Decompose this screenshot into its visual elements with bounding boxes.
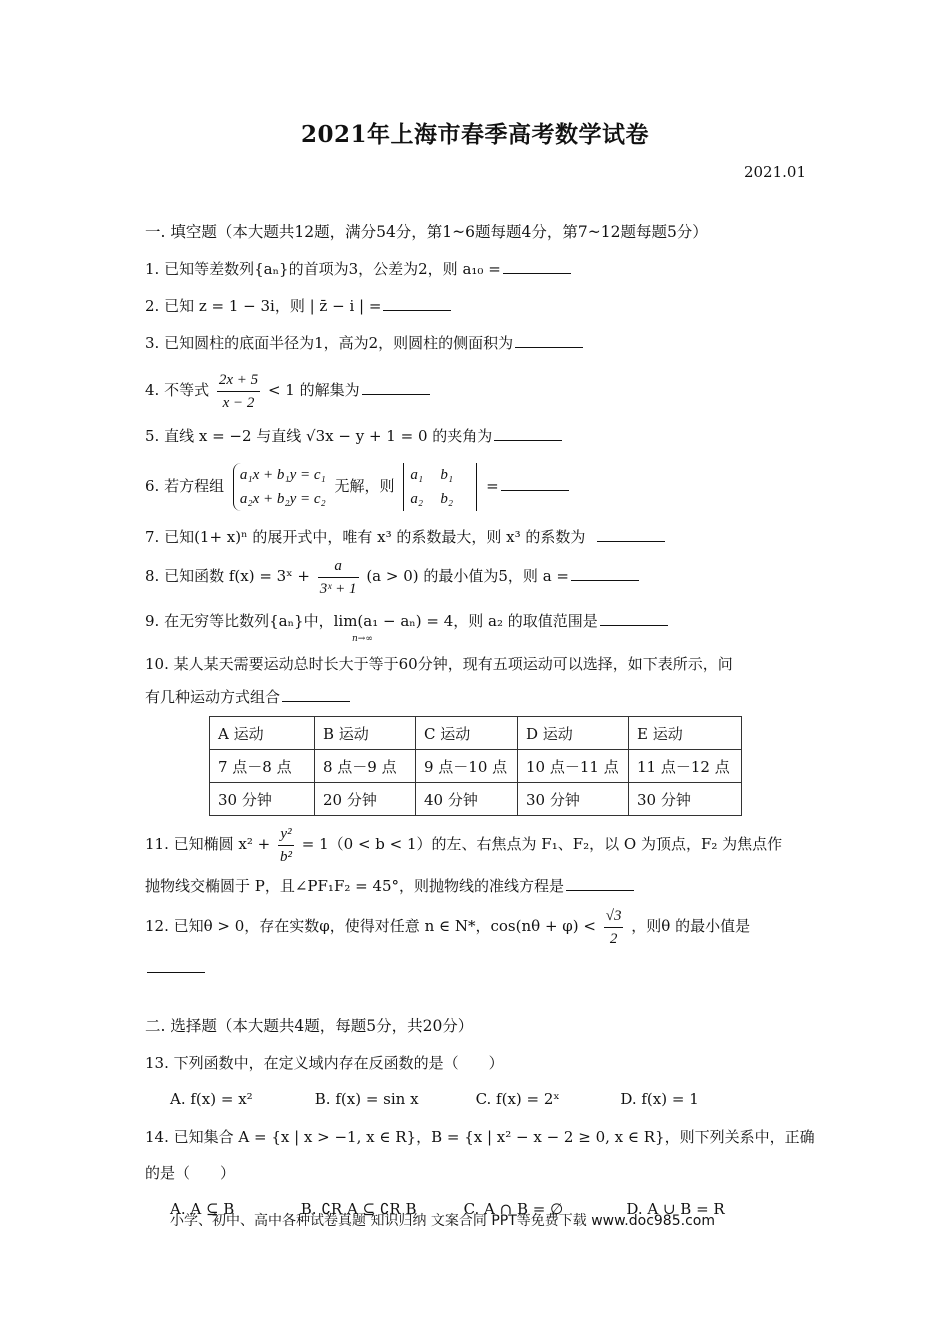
option-a: A. A ⊆ B bbox=[170, 1200, 235, 1218]
equation-system: a₁x + b₁y = c₁ a₂x + b₂y = c₂ bbox=[233, 463, 326, 511]
table-cell: A 运动 bbox=[210, 717, 315, 750]
question-1: 1. 已知等差数列{aₙ}的首项为3，公差为2，则 a₁₀ = bbox=[145, 259, 571, 279]
answer-blank bbox=[362, 380, 430, 395]
table-row bbox=[210, 750, 742, 783]
table-cell: 30 分钟 bbox=[210, 783, 315, 816]
exam-title: 2021年上海市春季高考数学试卷 bbox=[300, 121, 649, 148]
question-2: 2. 已知 z = 1 − 3i，则 | z̄ − i | = bbox=[145, 296, 451, 316]
question-5: 5. 直线 x = −2 与直线 √3x − y + 1 = 0 的夹角为 bbox=[145, 426, 562, 446]
table-cell: 30 分钟 bbox=[518, 783, 629, 816]
option-d: D. A ∪ B = R bbox=[626, 1200, 725, 1218]
question-8: 8. 已知函数 f(x) = 3ˣ + $\frac{a}{\text{3ˣ + 1}}$ (a > 0) 的最小值为5，则 a = bbox=[145, 552, 639, 600]
answer-blank bbox=[503, 259, 571, 274]
option-c: C. A ∩ B = ∅ bbox=[463, 1200, 564, 1218]
table-row bbox=[210, 783, 742, 816]
option-b: B. ∁R A ⊆ ∁R B bbox=[300, 1200, 417, 1218]
table-cell: 8 点－9 点 bbox=[315, 750, 416, 783]
section-2-header: 二. 选择题（本大题共4题，每题5分，共20分） bbox=[145, 1017, 474, 1035]
table-cell: E 运动 bbox=[629, 717, 742, 750]
question-9: 9. 在无穷等比数列{aₙ}中，lim(a₁ − aₙ) = 4，则 a₂ 的取值范围是 n→∞ bbox=[145, 611, 668, 631]
answer-blank bbox=[566, 876, 634, 891]
table-cell: 30 分钟 bbox=[629, 783, 742, 816]
option-d: D. f(x) = 1 bbox=[620, 1090, 699, 1108]
answer-blank bbox=[600, 611, 668, 626]
question-11-line-2: 抛物线交椭圆于 P，且∠PF₁F₂ = 45°，则抛物线的准线方程是 bbox=[145, 876, 634, 896]
answer-blank bbox=[494, 426, 562, 441]
footer-watermark: 小学、初中、高中各种试卷真题 知识归纳 文案合同 PPT等免费下载 www.doc985.com bbox=[170, 1213, 715, 1229]
answer-blank bbox=[501, 476, 569, 491]
question-13: 13. 下列函数中，在定义域内存在反函数的是（ ） bbox=[145, 1054, 504, 1072]
table-cell: B 运动 bbox=[315, 717, 416, 750]
table-cell: 11 点－12 点 bbox=[629, 750, 742, 783]
table-cell: 9 点－10 点 bbox=[416, 750, 518, 783]
answer-blank bbox=[282, 687, 350, 702]
answer-blank bbox=[571, 566, 639, 581]
determinant: a₁ b₁ a₂ b₂ bbox=[403, 463, 477, 511]
question-7: 7. 已知(1+ x)ⁿ 的展开式中，唯有 x³ 的系数最大，则 x³ 的系数为 bbox=[145, 527, 665, 547]
answer-blank bbox=[147, 958, 205, 973]
table-cell: 7 点－8 点 bbox=[210, 750, 315, 783]
question-3: 3. 已知圆柱的底面半径为1，高为2，则圆柱的侧面积为 bbox=[145, 333, 583, 353]
question-10-line-1: 10. 某人某天需要运动总时长大于等于60分钟，现有五项运动可以选择，如下表所示，问 bbox=[145, 655, 733, 673]
table-cell: C 运动 bbox=[416, 717, 518, 750]
answer-blank bbox=[383, 296, 451, 311]
answer-blank bbox=[597, 527, 665, 542]
fraction: $\frac{\text{y²}}{\text{b²}}$ bbox=[278, 823, 294, 868]
table-cell: 10 点－11 点 bbox=[518, 750, 629, 783]
question-13-options bbox=[170, 1089, 699, 1109]
question-6: 6. 若方程组 a₁x + b₁y = c₁ a₂x + b₂y = c₂ 无解，则 a₁ b₁ a₂ b₂ = bbox=[145, 458, 569, 514]
exercise-table bbox=[209, 716, 742, 816]
table-cell: 20 分钟 bbox=[315, 783, 416, 816]
fraction: $\frac{√3}{2}$ bbox=[604, 905, 624, 950]
section-1-header: 一. 填空题（本大题共12题，满分54分，第1~6题每题4分，第7~12题每题5分） bbox=[145, 223, 708, 241]
option-b: B. f(x) = sin x bbox=[314, 1090, 419, 1108]
answer-blank bbox=[515, 333, 583, 348]
limit-subscript: n→∞ bbox=[352, 634, 373, 644]
fraction: $\frac{a}{\text{3ˣ + 1}}$ bbox=[318, 555, 359, 600]
option-a: A. f(x) = x² bbox=[170, 1090, 253, 1108]
table-cell: D 运动 bbox=[518, 717, 629, 750]
question-10-line-2: 有几种运动方式组合 bbox=[145, 687, 350, 707]
table-cell: 40 分钟 bbox=[416, 783, 518, 816]
question-14: 14. 已知集合 A = {x | x > −1, x ∈ R}，B = {x | x² − x − 2 ≥ 0, x ∈ R}，则下列关系中，正确 bbox=[145, 1128, 815, 1146]
question-11: 11. 已知椭圆 x² + $\frac{\text{y²}}{\text{b²}}$ = 1（0 < b < 1）的左、右焦点为 F₁、F₂，以 O 为顶点，F₂ 为焦点作 bbox=[145, 820, 782, 868]
table-row bbox=[210, 717, 742, 750]
question-12-blank bbox=[145, 958, 205, 978]
exam-date: 2021.01 bbox=[743, 163, 806, 181]
fraction: $\frac{2x + 5}{x - 2}$ bbox=[217, 369, 260, 414]
option-c: C. f(x) = 2ˣ bbox=[475, 1090, 560, 1108]
question-4: 4. 不等式 $\frac{2x + 5}{x - 2}$ < 1 的解集为 bbox=[145, 366, 430, 414]
question-12: 12. 已知θ > 0，存在实数φ，使得对任意 n ∈ N*，cos(nθ + φ) < $\frac{√3}{2}$ ，则θ 的最小值是 bbox=[145, 902, 750, 950]
question-14-line-2: 的是（ ） bbox=[145, 1164, 236, 1182]
